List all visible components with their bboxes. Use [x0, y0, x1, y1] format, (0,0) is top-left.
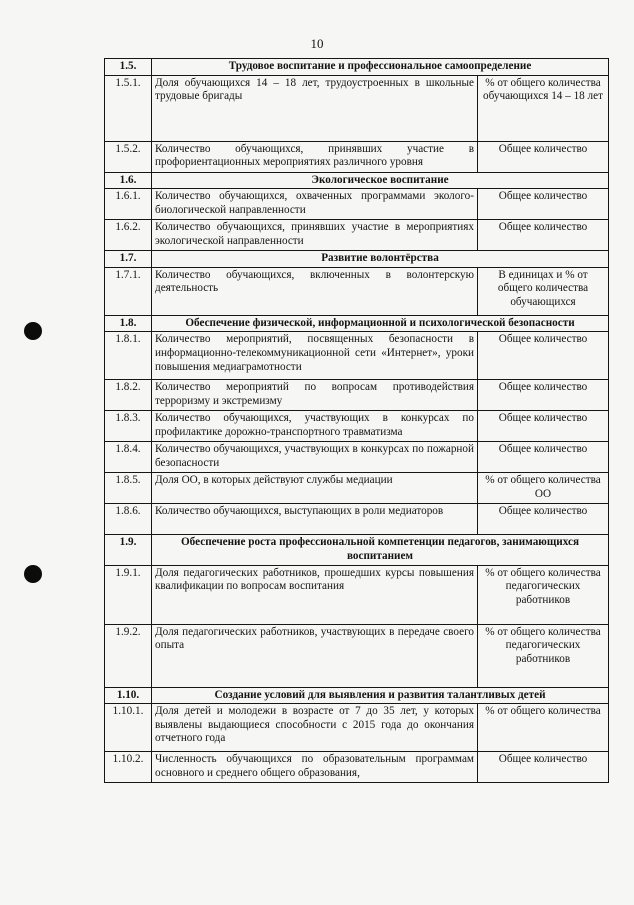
table-row — [105, 704, 609, 752]
unit-of-measure: % от общего количества педагогических работников — [478, 565, 609, 624]
section-title: Экологическое воспитание — [152, 172, 609, 189]
indicator-text: Количество обучающихся, выступающих в роли медиаторов — [152, 504, 478, 535]
unit-of-measure: Общее количество — [478, 752, 609, 783]
item-number: 1.8.4. — [105, 442, 152, 473]
table-row — [105, 332, 609, 380]
page-number: 10 — [310, 36, 324, 51]
table-row — [105, 380, 609, 411]
table-row — [105, 189, 609, 220]
section-row — [105, 687, 609, 704]
item-number: 1.9.1. — [105, 565, 152, 624]
unit-of-measure: Общее количество — [478, 504, 609, 535]
section-number: 1.5. — [105, 59, 152, 76]
section-row — [105, 251, 609, 268]
section-title: Обеспечение физической, информационной и психологической безопасности — [152, 315, 609, 332]
table-row — [105, 220, 609, 251]
table-row — [105, 267, 609, 315]
unit-of-measure: Общее количество — [478, 411, 609, 442]
punch-hole — [24, 565, 42, 583]
section-number: 1.6. — [105, 172, 152, 189]
unit-of-measure: % от общего количества обучающихся 14 – 18 лет — [478, 75, 609, 141]
section-row — [105, 315, 609, 332]
indicator-text: Количество обучающихся, включенных в волонтерскую деятельность — [152, 267, 478, 315]
unit-of-measure: Общее количество — [478, 380, 609, 411]
indicator-text: Численность обучающихся по образовательным программам основного и среднего общего образования, — [152, 752, 478, 783]
indicator-text: Доля педагогических работников, участвующих в передаче своего опыта — [152, 624, 478, 687]
indicator-text: Доля педагогических работников, прошедших курсы повышения квалификации по вопросам воспитания — [152, 565, 478, 624]
table-row — [105, 442, 609, 473]
item-number: 1.10.2. — [105, 752, 152, 783]
section-title: Обеспечение роста профессиональной компетенции педагогов, занимающихся воспитанием — [152, 535, 609, 565]
item-number: 1.8.6. — [105, 504, 152, 535]
table-row — [105, 141, 609, 172]
item-number: 1.6.1. — [105, 189, 152, 220]
section-row — [105, 172, 609, 189]
indicator-text: Количество обучающихся, участвующих в конкурсах по пожарной безопасности — [152, 442, 478, 473]
unit-of-measure: Общее количество — [478, 332, 609, 380]
item-number: 1.5.1. — [105, 75, 152, 141]
section-number: 1.9. — [105, 535, 152, 565]
table-row — [105, 411, 609, 442]
item-number: 1.7.1. — [105, 267, 152, 315]
indicator-text: Количество мероприятий, посвященных безопасности в информационно-телекоммуникационной сети «Интернет», уроки повышения медиаграмотности — [152, 332, 478, 380]
item-number: 1.8.1. — [105, 332, 152, 380]
table-row — [105, 565, 609, 624]
item-number: 1.5.2. — [105, 141, 152, 172]
item-number: 1.8.2. — [105, 380, 152, 411]
unit-of-measure: % от общего количества педагогических работников — [478, 624, 609, 687]
item-number: 1.9.2. — [105, 624, 152, 687]
table-row — [105, 504, 609, 535]
item-number: 1.6.2. — [105, 220, 152, 251]
section-title: Трудовое воспитание и профессиональное самоопределение — [152, 59, 609, 76]
section-number: 1.8. — [105, 315, 152, 332]
unit-of-measure: Общее количество — [478, 141, 609, 172]
table-row — [105, 752, 609, 783]
table-row — [105, 473, 609, 504]
indicator-text: Количество мероприятий по вопросам противодействия терроризму и экстремизму — [152, 380, 478, 411]
punch-hole — [24, 322, 42, 340]
unit-of-measure: В единицах и % от общего количества обучающихся — [478, 267, 609, 315]
section-title: Создание условий для выявления и развития талантливых детей — [152, 687, 609, 704]
indicator-text: Доля детей и молодежи в возрасте от 7 до 35 лет, у которых выявлены выдающиеся способности с 2015 года до окончания отчетного года — [152, 704, 478, 752]
indicator-text: Количество обучающихся, участвующих в конкурсах по профилактике дорожно-транспортного травматизма — [152, 411, 478, 442]
unit-of-measure: % от общего количества — [478, 704, 609, 752]
indicator-text: Доля ОО, в которых действуют службы медиации — [152, 473, 478, 504]
unit-of-measure: Общее количество — [478, 189, 609, 220]
unit-of-measure: % от общего количества ОО — [478, 473, 609, 504]
section-row — [105, 535, 609, 565]
indicator-text: Количество обучающихся, охваченных программами эколого-биологической направленности — [152, 189, 478, 220]
indicators-table — [104, 58, 609, 783]
item-number: 1.8.5. — [105, 473, 152, 504]
item-number: 1.8.3. — [105, 411, 152, 442]
section-number: 1.7. — [105, 251, 152, 268]
section-title: Развитие волонтёрства — [152, 251, 609, 268]
indicator-text: Количество обучающихся, принявших участие в профориентационных мероприятиях различного уровня — [152, 141, 478, 172]
table-row — [105, 624, 609, 687]
unit-of-measure: Общее количество — [478, 442, 609, 473]
indicator-text: Количество обучающихся, принявших участие в мероприятиях экологической направленности — [152, 220, 478, 251]
indicator-text: Доля обучающихся 14 – 18 лет, трудоустроенных в школьные трудовые бригады — [152, 75, 478, 141]
item-number: 1.10.1. — [105, 704, 152, 752]
unit-of-measure: Общее количество — [478, 220, 609, 251]
section-number: 1.10. — [105, 687, 152, 704]
table-row — [105, 75, 609, 141]
section-row — [105, 59, 609, 76]
